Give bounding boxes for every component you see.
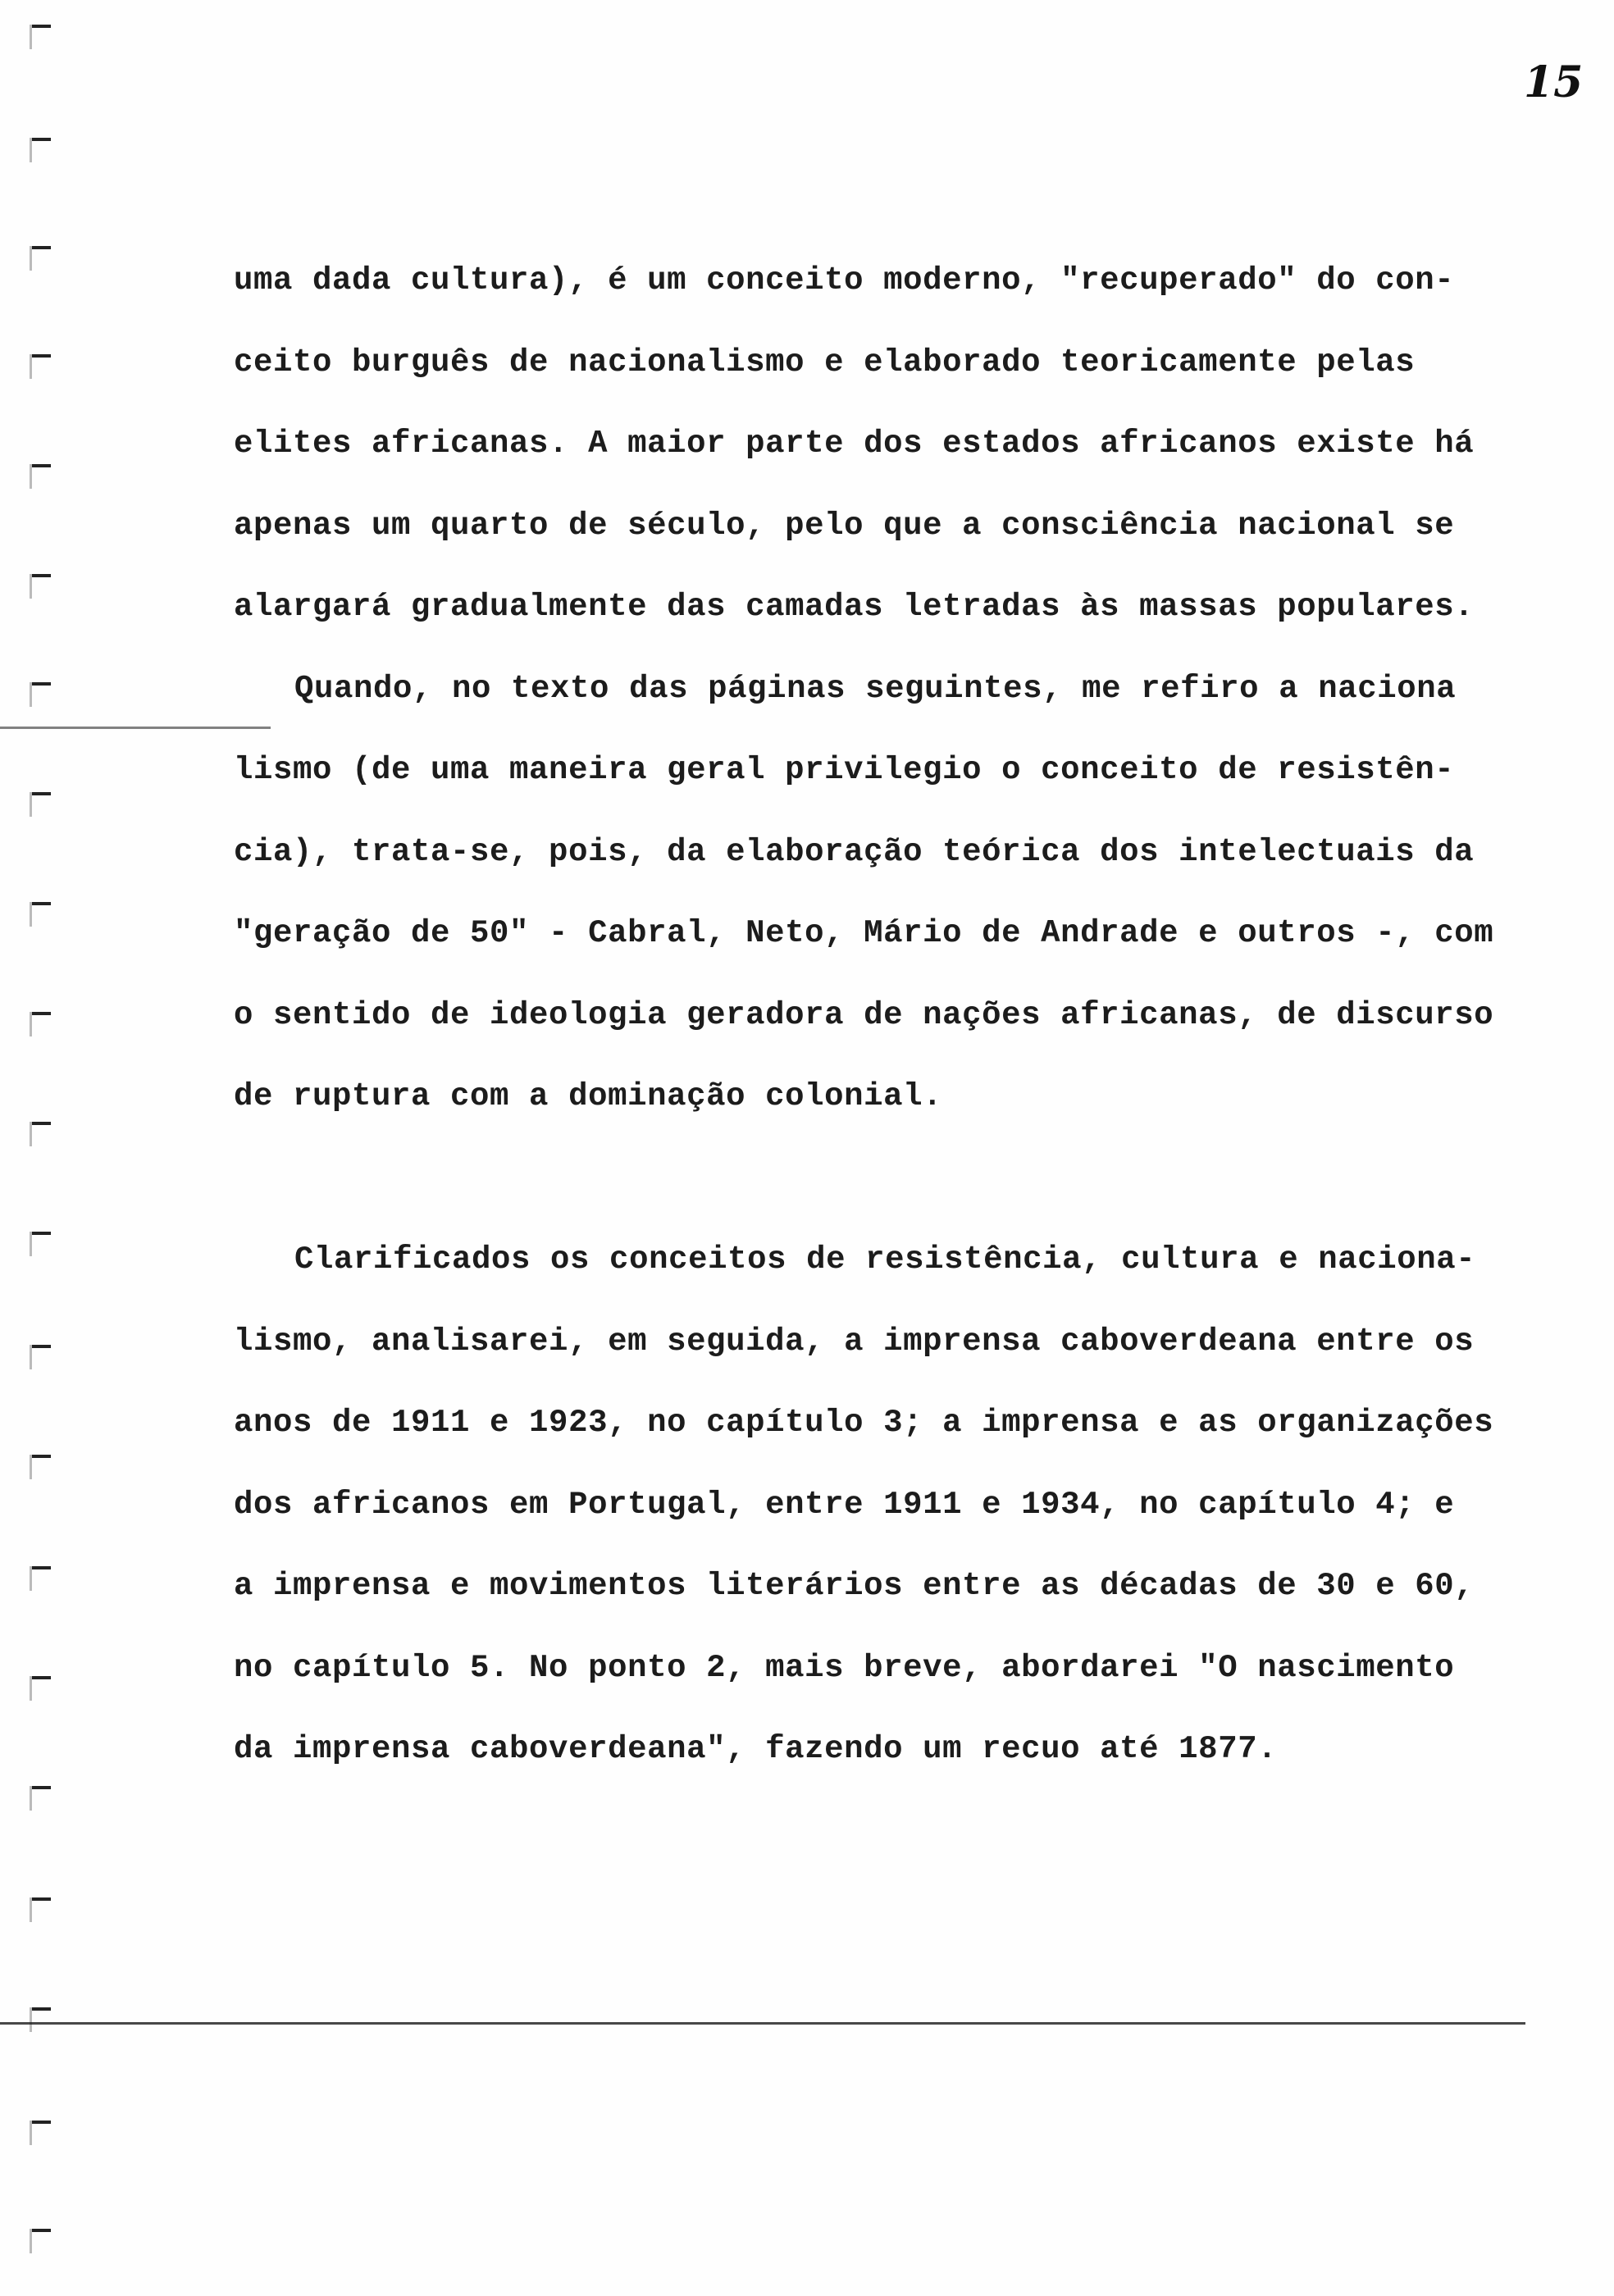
margin-mark <box>30 246 51 249</box>
text-line: de ruptura com a dominação colonial. <box>234 1078 943 1114</box>
text-line: da imprensa caboverdeana", fazendo um recuo até 1877. <box>234 1731 1278 1767</box>
margin-mark <box>30 574 51 577</box>
scan-fold-line <box>0 727 271 729</box>
margin-mark <box>30 682 51 686</box>
scan-fold-line <box>0 2022 1525 2025</box>
margin-mark <box>30 1897 51 1901</box>
margin-mark <box>30 1786 51 1789</box>
text-line: no capítulo 5. No ponto 2, mais breve, abordarei "O nascimento <box>234 1649 1455 1686</box>
text-line: alargará gradualmente das camadas letradas às massas populares. <box>234 589 1475 625</box>
paragraph-2 <box>234 664 1546 1154</box>
margin-mark <box>30 792 51 795</box>
margin-mark <box>30 25 51 28</box>
text-line: ceito burguês de nacionalismo e elaborado teoricamente pelas <box>234 344 1416 380</box>
margin-mark <box>30 138 51 141</box>
margin-mark <box>30 354 51 358</box>
margin-mark <box>30 1566 51 1569</box>
text-line: lismo, analisarei, em seguida, a imprensa caboverdeana entre os <box>234 1323 1475 1360</box>
body-text <box>234 256 1546 1806</box>
margin-mark <box>30 464 51 467</box>
text-line: uma dada cultura), é um conceito moderno, "recuperado" do con- <box>234 262 1455 298</box>
text-line: a imprensa e movimentos literários entre as décadas de 30 e 60, <box>234 1568 1475 1604</box>
paragraph-1 <box>234 256 1546 664</box>
margin-mark <box>30 2121 51 2124</box>
margin-mark <box>30 1012 51 1015</box>
text-line: anos de 1911 e 1923, no capítulo 3; a imprensa e as organizações <box>234 1405 1494 1441</box>
margin-mark <box>30 2229 51 2232</box>
text-line: cia), trata-se, pois, da elaboração teórica dos intelectuais da <box>234 833 1475 870</box>
margin-mark <box>30 1455 51 1458</box>
margin-mark <box>30 902 51 905</box>
text-line: elites africanas. A maior parte dos estados africanos existe há <box>234 426 1475 462</box>
text-line: Quando, no texto das páginas seguintes, me refiro a naciona <box>294 670 1457 707</box>
margin-mark <box>30 1676 51 1679</box>
margin-mark <box>30 1345 51 1348</box>
text-line: Clarificados os conceitos de resistência, cultura e naciona- <box>294 1241 1476 1278</box>
page-number: 15 <box>1524 57 1584 107</box>
margin-mark <box>30 1232 51 1235</box>
paragraph-gap <box>234 1154 1546 1236</box>
text-line: lismo (de uma maneira geral privilegio o conceito de resistên- <box>234 752 1455 788</box>
text-line: "geração de 50" - Cabral, Neto, Mário de Andrade e outros -, com <box>234 915 1494 951</box>
text-line: apenas um quarto de século, pelo que a consciência nacional se <box>234 507 1455 544</box>
margin-mark <box>30 2007 51 2011</box>
text-line: o sentido de ideologia geradora de nações africanas, de discurso <box>234 996 1494 1033</box>
paragraph-3 <box>234 1235 1546 1806</box>
margin-mark <box>30 1122 51 1125</box>
text-line: dos africanos em Portugal, entre 1911 e 1934, no capítulo 4; e <box>234 1486 1455 1523</box>
